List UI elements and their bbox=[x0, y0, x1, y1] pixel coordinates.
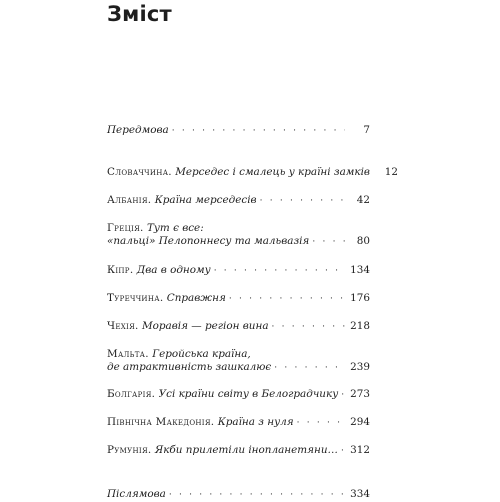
chapter-subtitle: Геройська країна, bbox=[152, 348, 251, 360]
toc-entry-turkey[interactable] bbox=[107, 292, 370, 306]
page-title: Зміст bbox=[107, 2, 172, 26]
chapter-subtitle: Усі країни світу в Белоградчику bbox=[158, 388, 339, 400]
chapter-subtitle-line2: де атрактивність зашкалює bbox=[107, 361, 272, 373]
page-number: 176 bbox=[350, 292, 370, 304]
country-name: Словаччина. bbox=[107, 166, 172, 178]
toc-entry-albania[interactable] bbox=[107, 194, 370, 208]
page-number: 334 bbox=[350, 488, 370, 500]
chapter-subtitle: Справжня bbox=[166, 292, 226, 304]
chapter-subtitle: Тут є все: bbox=[146, 222, 204, 234]
country-name: Румунія. bbox=[107, 444, 152, 456]
country-name: Чехія. bbox=[107, 320, 139, 332]
page-number: 12 bbox=[384, 166, 398, 178]
country-name: Північна Македонія. bbox=[107, 416, 215, 428]
dot-leader bbox=[169, 489, 345, 502]
toc-entry-malta[interactable] bbox=[107, 348, 370, 375]
page-number: 312 bbox=[350, 444, 370, 456]
toc-entry-czechia[interactable] bbox=[107, 320, 370, 334]
chapter-subtitle: Якби прилетіли інопланетяни… bbox=[154, 444, 338, 456]
dot-leader bbox=[214, 265, 345, 278]
toc-entry-title: Післямова bbox=[107, 488, 166, 500]
chapter-subtitle: Мерседес і смалець у країні замків bbox=[175, 166, 370, 178]
page-number: 42 bbox=[356, 194, 370, 206]
dot-leader bbox=[274, 362, 345, 375]
country-name: Мальта. bbox=[107, 348, 149, 360]
page-number: 273 bbox=[350, 388, 370, 400]
toc-entry-slovakia[interactable] bbox=[107, 166, 398, 180]
country-name: Туреччина. bbox=[107, 292, 164, 304]
country-name: Греція. bbox=[107, 222, 144, 234]
dot-leader bbox=[341, 445, 345, 458]
page-number: 80 bbox=[356, 235, 370, 247]
dot-leader bbox=[272, 321, 345, 334]
dot-leader bbox=[341, 389, 345, 402]
toc-entry-bulgaria[interactable] bbox=[107, 388, 370, 402]
toc-entry-north-macedonia[interactable] bbox=[107, 416, 370, 430]
toc-entry-greece[interactable] bbox=[107, 222, 370, 249]
toc-entry-romania[interactable] bbox=[107, 444, 370, 458]
dot-leader bbox=[260, 195, 345, 208]
chapter-subtitle: Країна з нуля bbox=[217, 416, 294, 428]
dot-leader bbox=[229, 293, 345, 306]
page-number: 294 bbox=[350, 416, 370, 428]
dot-leader bbox=[312, 236, 345, 249]
page-number: 239 bbox=[350, 361, 370, 373]
chapter-subtitle: Моравія — регіон вина bbox=[141, 320, 269, 332]
page-number: 134 bbox=[350, 264, 370, 276]
toc-entry-title: Передмова bbox=[107, 124, 169, 136]
dot-leader bbox=[172, 125, 345, 138]
toc-entry-foreword[interactable] bbox=[107, 124, 370, 138]
toc-entry-cyprus[interactable] bbox=[107, 264, 370, 278]
country-name: Албанія. bbox=[107, 194, 152, 206]
chapter-subtitle: Країна мерседесів bbox=[154, 194, 257, 206]
country-name: Кіпр. bbox=[107, 264, 134, 276]
country-name: Болгарія. bbox=[107, 388, 156, 400]
page-number: 7 bbox=[363, 124, 370, 136]
page-number: 218 bbox=[350, 320, 370, 332]
dot-leader bbox=[297, 417, 345, 430]
chapter-subtitle-line2: «пальці» Пелопоннесу та мальвазія bbox=[107, 235, 310, 247]
chapter-subtitle: Два в одному bbox=[136, 264, 211, 276]
